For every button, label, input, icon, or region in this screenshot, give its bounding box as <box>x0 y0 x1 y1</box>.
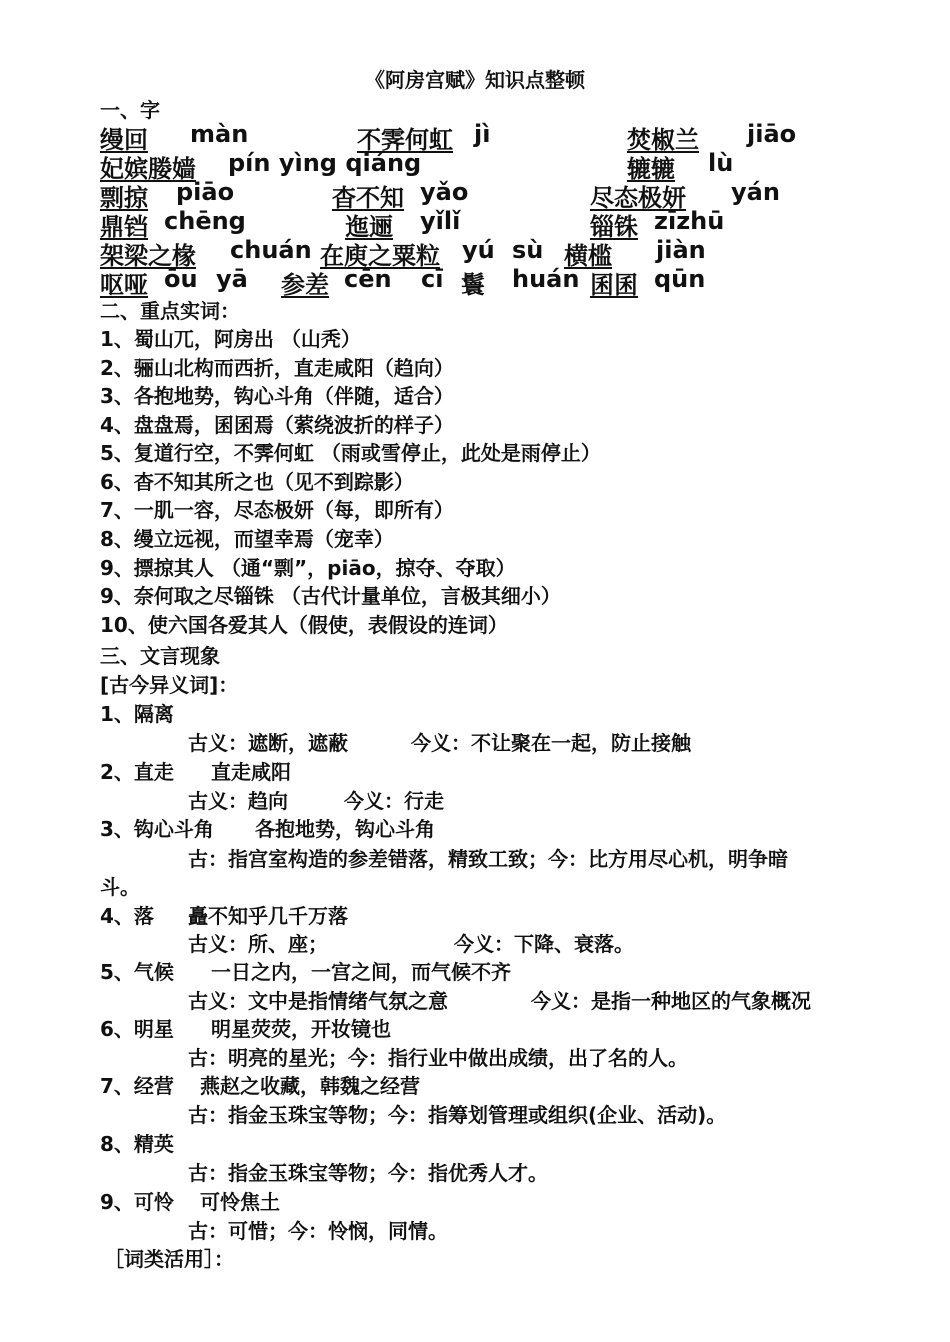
pinyin: sù <box>512 236 544 264</box>
word: 辘辘 <box>627 155 675 183</box>
keyword-item: 9、摽掠其人 （通“剽”，piāo，掠夺、夺取） <box>100 556 516 580</box>
pinyin: cēn <box>344 265 392 293</box>
pinyin: piāo <box>176 178 235 206</box>
keyword-item: 5、复道行空，不霁何虹 （雨或雪停止，此处是雨停止） <box>100 441 601 465</box>
keyword-item: 10、使六国各爱其人（假使，表假设的连词） <box>100 613 508 637</box>
pinyin: jì <box>474 120 491 148</box>
ancient-meaning: 古义：文中是指情绪气氛之意 <box>188 989 448 1013</box>
pinyin: yǐlǐ <box>420 207 461 235</box>
word: 缦回 <box>100 126 148 154</box>
term-heading: 7、经营 <box>100 1074 174 1098</box>
keyword-item: 1、蜀山兀，阿房出 （山秃） <box>100 327 361 351</box>
subheading-ancient-modern: [古今异义词]： <box>100 673 239 697</box>
pronunciation-row <box>0 207 950 239</box>
word: 参差 <box>281 271 329 299</box>
pronunciation-row <box>0 236 950 268</box>
subheading-word-class: ［词类活用］： <box>104 1247 234 1271</box>
term-heading: 1、隔离 <box>100 702 174 726</box>
keyword-item: 4、盘盘焉，囷囷焉（萦绕波折的样子） <box>100 413 454 437</box>
term-example: 直走咸阳 <box>211 760 291 784</box>
word: 囷囷 <box>590 271 638 299</box>
term-heading: 6、明星 <box>100 1017 174 1041</box>
modern-meaning: 今义：行走 <box>344 789 444 813</box>
term-heading: 3、钩心斗角 <box>100 817 214 841</box>
keyword-item: 8、缦立远视，而望幸焉（宠幸） <box>100 527 394 551</box>
pinyin: cī <box>421 265 444 293</box>
pronunciation-row <box>0 178 950 210</box>
keyword-item: 2、骊山北构而西折，直走咸阳（趋向） <box>100 356 454 380</box>
term-heading: 5、气候 <box>100 960 174 984</box>
pinyin: chuán <box>230 236 312 264</box>
word: 架梁之椽 <box>100 242 196 270</box>
term-example: 燕赵之收藏，韩魏之经营 <box>200 1074 420 1098</box>
term-heading: 9、可怜 <box>100 1190 174 1214</box>
keyword-item: 7、一肌一容，尽态极妍（每，即所有） <box>100 498 454 522</box>
word: 横槛 <box>564 242 612 270</box>
pinyin: huán <box>512 265 580 293</box>
term-example: 可怜焦土 <box>200 1190 280 1214</box>
pinyin: chēng <box>164 207 246 235</box>
pinyin: lù <box>708 149 734 177</box>
word: 杳不知 <box>332 184 404 212</box>
section-heading-keywords: 二、重点实词： <box>100 299 240 323</box>
meaning-comparison: 古：明亮的星光；今：指行业中做出成绩，出了名的人。 <box>188 1046 688 1070</box>
pinyin: ōu <box>164 265 198 293</box>
ancient-meaning: 古义：趋向 <box>188 789 288 813</box>
ancient-meaning: 古义：遮断，遮蔽 <box>188 731 348 755</box>
pinyin: yú <box>462 236 495 264</box>
keyword-item: 9、奈何取之尽锱铢 （古代计量单位，言极其细小） <box>100 584 561 608</box>
word: 剽掠 <box>100 184 148 212</box>
pinyin: qūn <box>654 265 706 293</box>
word: 妃嫔媵嫱 <box>100 155 196 183</box>
term-example: 明星荧荧，开妆镜也 <box>211 1017 391 1041</box>
meaning-continuation: 斗。 <box>100 875 140 899</box>
meaning-comparison: 古：指金玉珠宝等物；今：指筹划管理或组织(企业、活动)。 <box>188 1103 727 1127</box>
document-title: 《阿房宫赋》知识点整顿 <box>365 68 585 92</box>
modern-meaning: 今义：不让聚在一起，防止接触 <box>411 731 691 755</box>
term-heading: 8、精英 <box>100 1132 174 1156</box>
meaning-comparison: 古：指金玉珠宝等物；今：指优秀人才。 <box>188 1161 548 1185</box>
keyword-item: 3、各抱地势，钩心斗角（伴随，适合） <box>100 384 454 408</box>
pronunciation-row <box>0 265 950 297</box>
modern-meaning: 今义：是指一种地区的气象概况 <box>531 989 811 1013</box>
pinyin: yán <box>731 178 780 206</box>
meaning-comparison: 古：指宫室构造的参差错落，精致工致；今：比方用尽心机，明争暗 <box>188 847 788 871</box>
term-example: 各抱地势，钩心斗角 <box>255 817 435 841</box>
word: 在庾之粟粒 <box>320 242 440 270</box>
word: 焚椒兰 <box>627 126 699 154</box>
pinyin: pín yìng qiáng <box>228 149 422 177</box>
keyword-item: 6、杳不知其所之也（见不到踪影） <box>100 470 414 494</box>
word: 鼎铛 <box>100 213 148 241</box>
term-heading: 4、落 <box>100 904 154 928</box>
word: 呕哑 <box>100 271 148 299</box>
pronunciation-row <box>0 149 950 181</box>
word: 锱铢 <box>590 213 638 241</box>
section-heading-characters: 一、字 <box>100 98 160 122</box>
pronunciation-row <box>0 120 950 152</box>
term-heading: 2、直走 <box>100 760 174 784</box>
term-example: 一日之内，一宫之间，而气候不齐 <box>211 960 511 984</box>
pinyin: jiāo <box>747 120 797 148</box>
pinyin: màn <box>190 120 249 148</box>
modern-meaning: 今义：下降、衰落。 <box>454 932 634 956</box>
pinyin: jiàn <box>656 236 706 264</box>
pinyin: yā <box>216 265 248 293</box>
meaning-comparison: 古：可惜；今：怜悯，同情。 <box>188 1219 448 1243</box>
word: 尽态极妍 <box>590 184 686 212</box>
ancient-meaning: 古义：所、座； <box>188 932 328 956</box>
pinyin: zīzhū <box>654 207 725 235</box>
word: 不霁何虹 <box>357 126 453 154</box>
term-example: 矗不知乎几千万落 <box>188 904 348 928</box>
pinyin: yǎo <box>420 178 469 206</box>
word: 迤逦 <box>345 213 393 241</box>
word: 鬟 <box>461 271 485 299</box>
section-heading-phenomena: 三、文言现象 <box>100 644 220 668</box>
